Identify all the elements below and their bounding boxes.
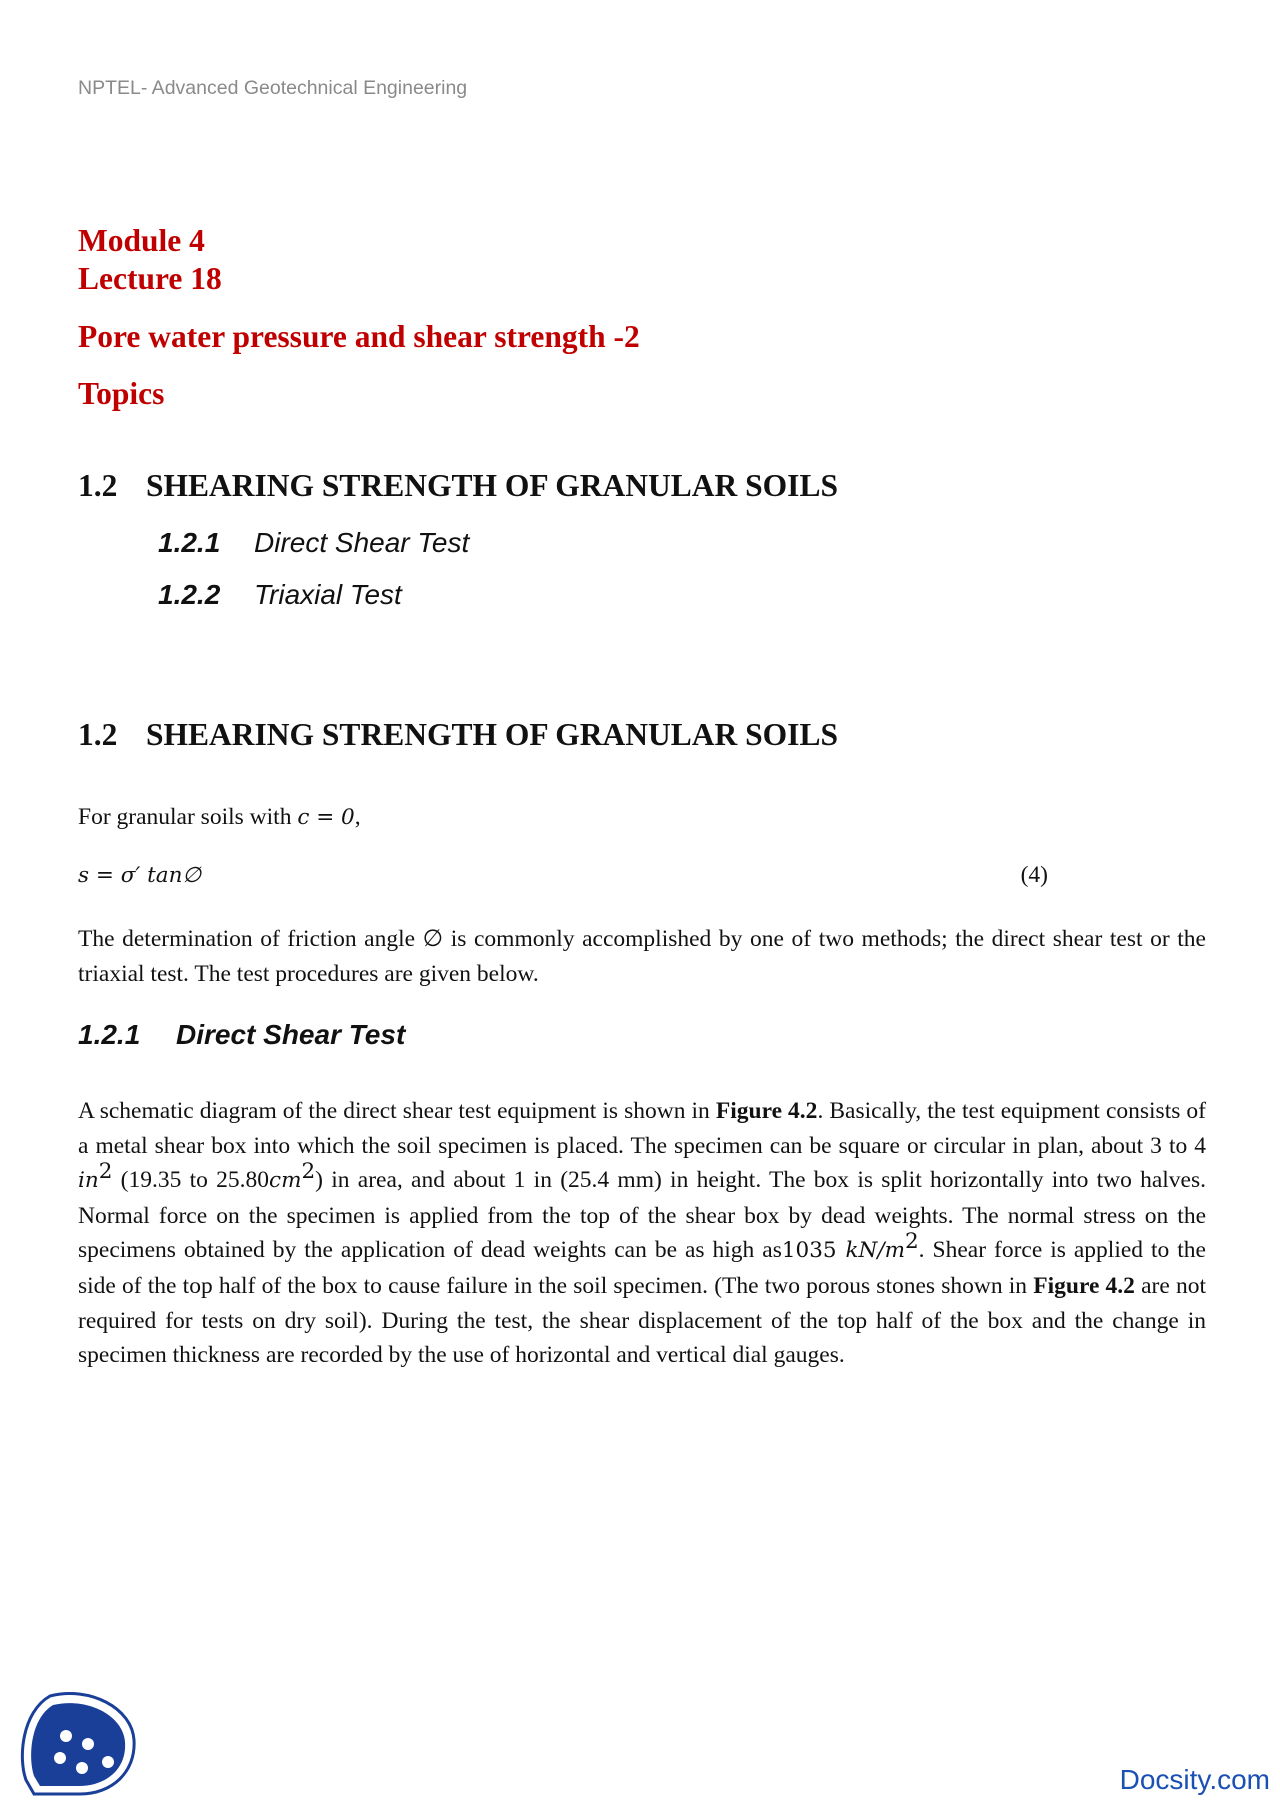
equation-row <box>78 862 1048 889</box>
toc-section-title: SHEARING STRENGTH OF GRANULAR SOILS <box>146 468 838 503</box>
intro-text <box>78 800 1206 836</box>
toc-item <box>158 579 402 611</box>
toc-section-number: 1.2 <box>78 468 118 503</box>
equation-number: (4) <box>1020 862 1048 888</box>
title-block <box>78 222 640 413</box>
docsity-logo-icon <box>20 1688 138 1798</box>
toc-item-number: 1.2.1 <box>158 527 221 558</box>
toc-section-heading <box>78 468 838 504</box>
topics-label: Topics <box>78 376 165 412</box>
toc-item <box>158 527 469 559</box>
intro-prefix: For granular soils with <box>78 804 298 830</box>
intro-math: c = 0 <box>297 805 355 830</box>
paragraph-methods: The determination of friction angle ∅ is commonly accomplished by one of two methods; the direct shear test or the triaxial test. The test procedures are given below. <box>78 926 1206 987</box>
figure-reference: Figure 4.2 <box>1033 1272 1135 1299</box>
toc-item-number: 1.2.2 <box>158 579 221 610</box>
lecture-title: Lecture 18 <box>78 260 222 296</box>
subsection-title: Direct Shear Test <box>176 1019 406 1050</box>
paragraph-direct-shear: A schematic diagram of the direct shear test equipment is shown in Figure 4.2. Basically, the test equipment consists of a metal shear box into which the soil specimen is placed. The specimen can be square or circular in plan, about 3 to 4 $in^2$ (19.35 to $25.80cm^2$) in area, and about 1 in (25.4 mm) in height. The box is split horizontally into two halves. Normal force on the specimen is applied from the top of the shear box by dead weights. The normal stress on the specimens obtained by the application of dead weights can be as high as1035 $kN/m^2$. Shear force is applied to the side of the top half of the box to cause failure in the soil specimen. (The two porous stones shown in Figure 4.2 are not required for tests on dry soil). During the test, the shear displacement of the top half of the box and the change in specimen thickness are recorded by the use of horizontal and vertical dial gauges. <box>78 1098 1207 1369</box>
equation: s = σ′ tan∅ <box>78 863 202 888</box>
subsection-number: 1.2.1 <box>78 1019 141 1050</box>
lecture-topic-title: Pore water pressure and shear strength -2 <box>78 318 640 354</box>
subsection-heading <box>78 1019 405 1051</box>
figure-reference: Figure 4.2 <box>715 1098 818 1124</box>
page-header: NPTEL- Advanced Geotechnical Engineering <box>78 77 468 99</box>
toc-item-title: Direct Shear Test <box>254 527 470 558</box>
section-title: SHEARING STRENGTH OF GRANULAR SOILS <box>146 717 838 752</box>
section-heading <box>78 717 838 753</box>
section-number: 1.2 <box>78 717 118 752</box>
brand-watermark: Docsity.com <box>1119 1764 1270 1795</box>
toc-item-title: Triaxial Test <box>254 579 402 610</box>
intro-suffix: , <box>354 804 361 830</box>
module-title: Module 4 <box>78 223 205 258</box>
